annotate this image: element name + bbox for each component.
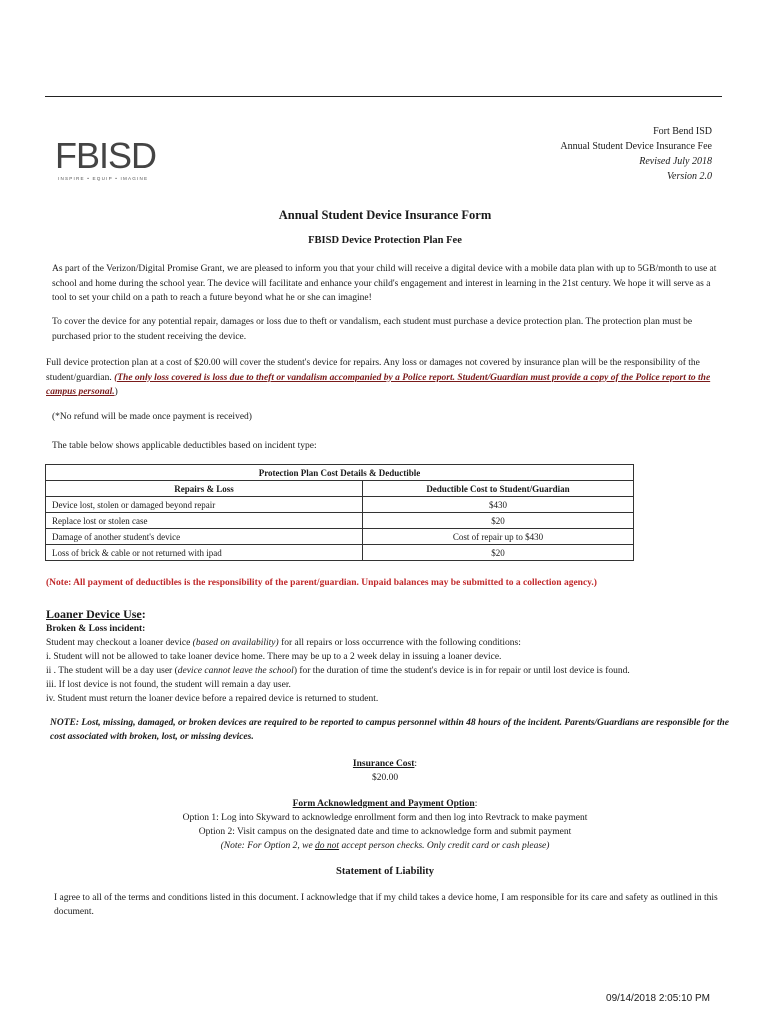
repair-cell: Device lost, stolen or damaged beyond repair — [46, 497, 363, 513]
deductible-cell: $430 — [362, 497, 633, 513]
loaner-line-3 — [46, 664, 736, 678]
ack-note-a: (Note: For Option 2, we — [220, 841, 316, 851]
revised-date: Revised July 2018 — [639, 156, 712, 167]
repair-cell: Damage of another student's device — [46, 529, 363, 545]
table-row — [46, 529, 634, 545]
cover-paragraph: To cover the device for any potential repair, damages or loss due to theft or vandalism, each student must purchase a device protection plan. The protection plan must be purchased prior to the student receiving the device. — [52, 317, 693, 342]
deductible-table — [45, 464, 634, 561]
acknowledgment-block — [0, 797, 770, 853]
ack-heading — [0, 797, 770, 811]
loaner-line-3-a: ii . The student will be a day user ( — [46, 666, 178, 676]
logo-tagline: INSPIRE • EQUIP • IMAGINE — [58, 176, 149, 181]
loaner-line-5: iv. Student must return the loaner device before a repaired device is returned to student. — [46, 694, 379, 704]
loaner-line-3-italic: device cannot leave the school — [177, 666, 294, 676]
top-rule — [45, 96, 722, 97]
ack-note-underlined: do not — [315, 841, 340, 851]
police-report-emphasis: (The only loss covered is loss due to theft or vandalism accompanied by a Police report. Student/Guardian must provide a copy of the Police report to the campus personal. — [46, 372, 711, 397]
col-repairs-header: Repairs & Loss — [46, 481, 363, 497]
ack-option-1: Option 1: Log into Skyward to acknowledge enrollment form and then log into Revtrack to make payment — [182, 813, 588, 823]
logo-wordmark: FBISD — [55, 135, 157, 176]
print-timestamp: 09/14/2018 2:05:10 PM — [606, 993, 710, 1004]
ack-heading-colon: : — [474, 799, 478, 809]
loaner-line-1-b: for all repairs or loss occurrence with the following conditions: — [278, 638, 521, 648]
page-title: Annual Student Device Insurance Form — [278, 208, 492, 222]
loaner-line-1 — [46, 636, 736, 650]
deductible-cell: $20 — [362, 545, 633, 561]
liability-heading: Statement of Liability — [336, 866, 434, 877]
ack-note — [0, 839, 770, 853]
fee-name: Annual Student Device Insurance Fee — [560, 141, 712, 152]
page-subtitle: FBISD Device Protection Plan Fee — [308, 235, 462, 246]
insurance-heading-text: Insurance Cost — [352, 759, 415, 769]
table-row — [46, 545, 634, 561]
table-row — [46, 513, 634, 529]
loaner-line-2: i. Student will not be allowed to take loaner device home. There may be up to a 2 week delay in issuing a loaner device. — [46, 652, 502, 662]
repair-cell: Loss of brick & cable or not returned with ipad — [46, 545, 363, 561]
table-caption: Protection Plan Cost Details & Deductible — [46, 465, 634, 481]
loaner-heading-colon: : — [141, 607, 146, 621]
repair-cell: Replace lost or stolen case — [46, 513, 363, 529]
fbisd-logo — [55, 135, 165, 188]
table-intro: The table below shows applicable deductibles based on incident type: — [52, 441, 317, 451]
intro-paragraph: As part of the Verizon/Digital Promise Grant, we are pleased to inform you that your child will receive a digital device with a mobile data plan with up to 5GB/month to use at school and home during the school year. The device will facilitate and enhance your child's engagement and interest in learning in the 21st century. We hope it will serve as a tool to set your child on a path to reach a future beyond what he or she can imagine! — [52, 264, 717, 303]
document-header — [560, 124, 712, 184]
loaner-heading — [46, 607, 146, 622]
full-plan-paragraph — [46, 356, 730, 400]
loaner-heading-text: Loaner Device Use — [46, 607, 142, 621]
insurance-cost-block — [0, 757, 770, 785]
district-name: Fort Bend ISD — [653, 126, 712, 137]
liability-text: I agree to all of the terms and conditions listed in this document. I acknowledge that if my child takes a device home, I am responsible for its care and safety as outlined in this document. — [54, 893, 718, 917]
loaner-line-4: iii. If lost device is not found, the student will remain a day user. — [46, 680, 291, 690]
no-refund-note: (*No refund will be made once payment is received) — [52, 412, 252, 422]
ack-note-b: accept person checks. Only credit card or cash please) — [339, 841, 550, 851]
full-plan-text: Full device protection plan at a cost of $20.00 will cover the student's device for repairs. Any loss or damages not covered by insurance plan will be the responsibility of the student/guardian. — [46, 358, 700, 383]
loaner-subheading: Broken & Loss incident: — [46, 624, 146, 634]
version: Version 2.0 — [667, 171, 712, 182]
col-deductible-header: Deductible Cost to Student/Guardian — [362, 481, 633, 497]
loaner-line-1-italic: (based on availability) — [192, 638, 279, 648]
insurance-heading — [0, 757, 770, 771]
deductible-payment-note: (Note: All payment of deductibles is the responsibility of the parent/guardian. Unpaid balances may be submitted to a collection agency.) — [46, 578, 597, 588]
reporting-note: NOTE: Lost, missing, damaged, or broken devices are required to be reported to campus personnel within 48 hours of the incident. Parents/Guardians are responsible for the cost associated with broken, lost, or missing devices. — [50, 718, 730, 742]
ack-option-2: Option 2: Visit campus on the designated date and time to acknowledge form and submit payment — [198, 827, 572, 837]
deductible-cell: Cost of repair up to $430 — [362, 529, 633, 545]
insurance-heading-colon: : — [414, 759, 418, 769]
table-row — [46, 497, 634, 513]
insurance-amount: $20.00 — [371, 773, 399, 783]
loaner-line-3-b: ) for the duration of time the student's device is in for repair or until lost device is found. — [293, 666, 630, 676]
loaner-section — [46, 622, 736, 706]
deductible-cell: $20 — [362, 513, 633, 529]
ack-heading-text: Form Acknowledgment and Payment Option — [292, 799, 475, 809]
full-plan-close: ) — [114, 387, 118, 397]
loaner-line-1-a: Student may checkout a loaner device — [46, 638, 193, 648]
